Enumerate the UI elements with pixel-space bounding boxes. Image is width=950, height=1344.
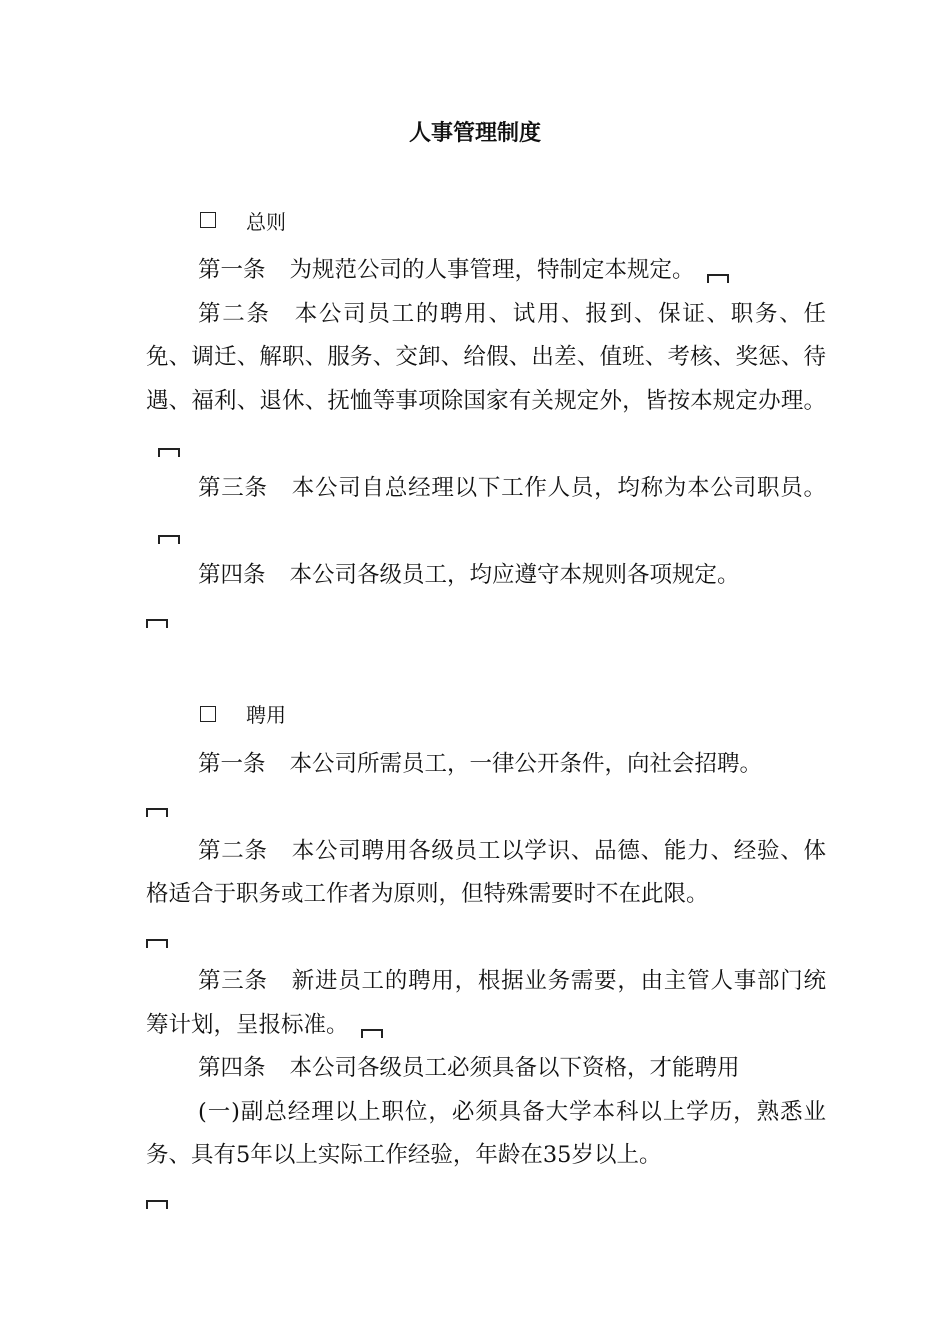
article-paragraph [146,293,826,467]
page-title: 人事管理制度 [408,121,541,146]
paragraph-mark-icon [707,274,729,283]
article-paragraph [146,830,826,917]
article-text: 本公司聘用各级员工以学识、品德、能力、经验、体格适合于职务或工作者为原则，但特殊需要时不在此限。 [146,837,826,907]
article-paragraph [146,960,826,1047]
section-heading-hiring [146,699,826,729]
checkbox-square-icon [200,212,216,228]
article-number: 第二条 [198,300,271,327]
article-text: 本公司员工的聘用、试用、报到、保证、职务、任免、调迁、解职、服务、交卸、给假、出差、值班、考核、奖惩、待遇、福利、退休、抚恤等事项除国家有关规定外，皆按本规定办理。 [146,300,826,414]
article-text: 为规范公司的人事管理，特制定本规定。 [289,257,695,283]
section-spacer [146,641,826,699]
article-text: 本公司各级员工必须具备以下资格，才能聘用 [289,1055,740,1081]
paragraph-mark-icon [158,535,180,544]
paragraph-mark-icon [146,939,168,948]
article-number: 第一条 [198,750,266,777]
paragraph-mark-line [146,917,826,961]
article-number: 第一条 [198,257,266,283]
paragraph-mark-line [146,786,826,830]
section-heading-label: 聘用 [246,703,286,727]
article-paragraph [146,249,826,293]
article-text: 新进员工的聘用，根据业务需要，由主管人事部门统筹计划，呈报标准。 [146,968,826,1038]
article-text: 本公司所需员工，一律公开条件，向社会招聘。 [289,750,763,777]
article-paragraph [146,467,826,554]
article-number: 第四条 [198,561,266,588]
section-heading-general [146,205,826,235]
paragraph-mark-icon [146,1200,168,1209]
section-heading-label: 总则 [246,209,286,234]
article-subparagraph [146,1091,826,1178]
checkbox-square-icon [200,706,216,722]
article-text: 本公司各级员工，均应遵守本规则各项规定。 [289,561,740,588]
paragraph-mark-icon [146,619,168,628]
article-text: 本公司自总经理以下工作人员，均称为本公司职员。 [291,474,826,501]
article-number: 第三条 [198,474,268,501]
paragraph-mark-line [146,597,826,641]
article-paragraph [146,554,826,598]
paragraph-mark-icon [146,808,168,817]
paragraph-mark-icon [158,448,180,457]
article-paragraph [146,743,826,787]
article-number: 第三条 [198,968,268,994]
paragraph-mark-line [146,1178,826,1222]
article-number: 第二条 [198,837,268,864]
article-text: (一)副总经理以上职位，必须具备大学本科以上学历，熟悉业务、具有5年以上实际工作经验，年龄在35岁以上。 [146,1098,826,1168]
document-body [146,205,826,1221]
article-number: 第四条 [198,1055,266,1081]
article-paragraph [146,1047,826,1091]
paragraph-mark-icon [361,1029,383,1038]
